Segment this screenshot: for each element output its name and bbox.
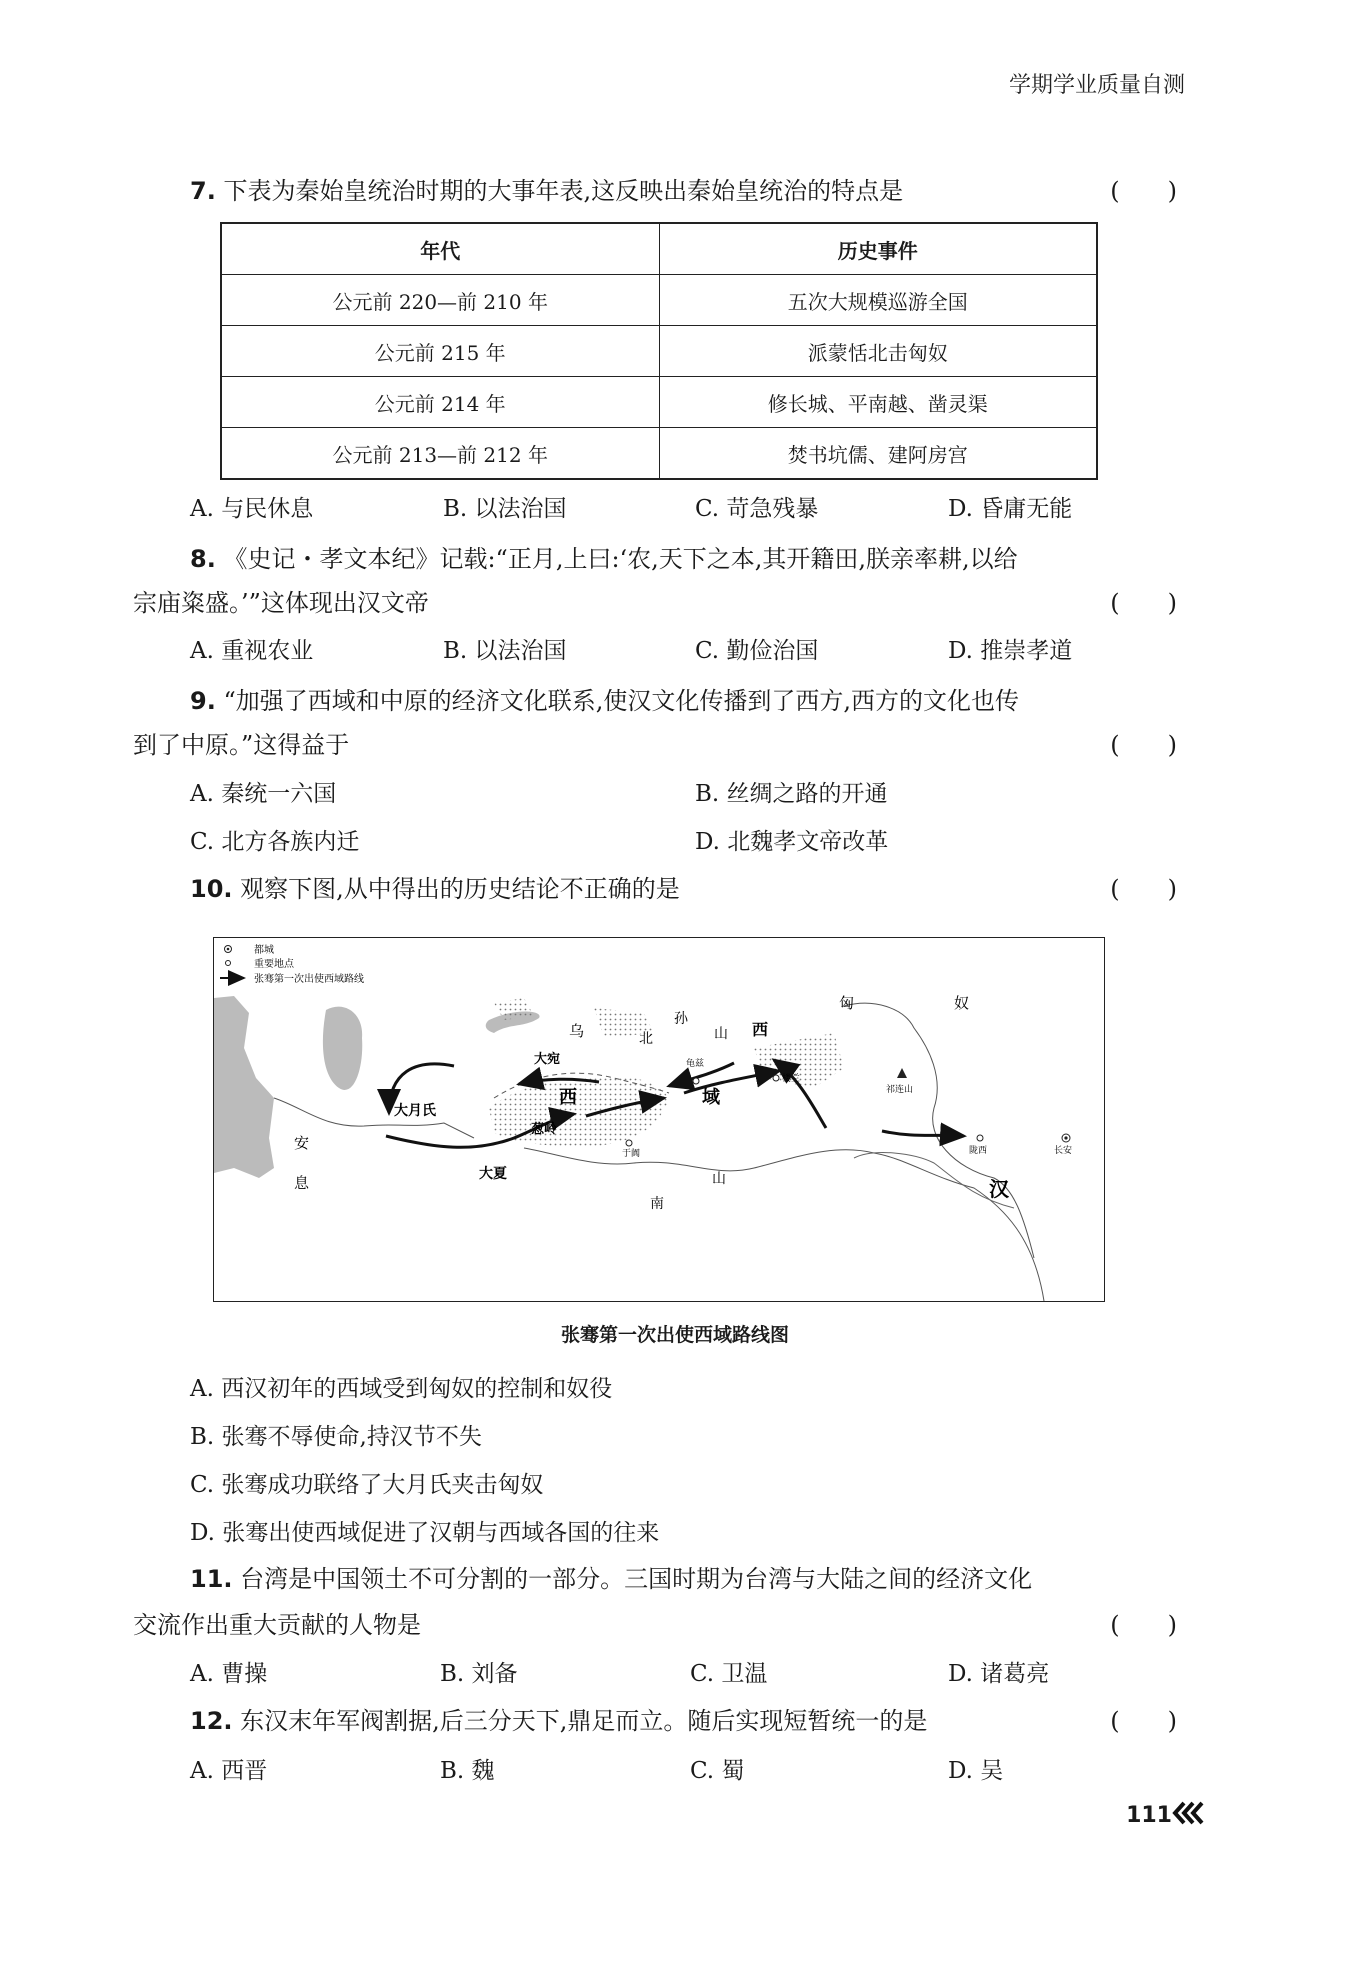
question-text: “加强了西域和中原的经济文化联系,使汉文化传播到了西方,西方的文化也传 [223, 687, 1019, 715]
question-7-stem [190, 168, 1185, 214]
legend-capital: 都城 [254, 945, 274, 956]
answer-blank: ( ) [1110, 731, 1177, 759]
label-qilianshan: 祁连山 [886, 1085, 914, 1095]
label-yutian: 于阗 [622, 1149, 641, 1159]
legend-route: 张骞第一次出使西域路线 [254, 974, 364, 985]
question-number: 12. [190, 1707, 233, 1735]
question-text: 《史记・孝文本纪》记载:“正月,上曰:‘农,天下之本,其开籍田,朕亲率耕,以给 [223, 545, 1018, 573]
border-line [524, 1148, 1044, 1301]
option-c: C. 蜀 [690, 1758, 745, 1784]
option-d: D. 推崇孝道 [948, 638, 1073, 664]
option-d: D. 张骞出使西域促进了汉朝与西域各国的往来 [190, 1520, 660, 1546]
option-d: D. 北魏孝文帝改革 [695, 829, 889, 855]
option-c: C. 卫温 [690, 1661, 768, 1687]
route-arrow [882, 1131, 964, 1136]
label-anxi: 安 [294, 1134, 310, 1152]
question-text: 交流作出重大贡献的人物是 [133, 1611, 421, 1639]
answer-blank: ( ) [1110, 589, 1177, 617]
table-cell: 修长城、平南越、凿灵渠 [659, 377, 1097, 428]
label-longxi: 陇西 [969, 1146, 988, 1156]
place-legend-icon [226, 961, 231, 966]
question-text: 下表为秦始皇统治时期的大事年表,这反映出秦始皇统治的特点是 [223, 177, 904, 205]
option-b: B. 丝绸之路的开通 [695, 781, 888, 807]
label-tianshan: 山 [714, 1026, 728, 1042]
answer-blank: ( ) [1110, 177, 1177, 205]
label-wusun: 孙 [674, 1011, 688, 1027]
option-c: C. 张骞成功联络了大月氏夹击匈奴 [190, 1472, 544, 1498]
table-cell: 公元前 215 年 [221, 326, 659, 377]
question-number: 8. [190, 545, 216, 573]
chevron-left-icon [1172, 1800, 1204, 1830]
table-header: 年代 [221, 223, 659, 275]
option-c: C. 勤俭治国 [695, 638, 819, 664]
question-9-line2 [133, 722, 1185, 768]
table-row [221, 275, 1097, 326]
question-number: 7. [190, 177, 216, 205]
question-text: 到了中原。”这得益于 [133, 731, 350, 759]
option-a: A. 曹操 [190, 1661, 268, 1687]
answer-blank: ( ) [1110, 1611, 1177, 1639]
question-number: 9. [190, 687, 216, 715]
label-xiyu: 西 [752, 1020, 769, 1039]
label-wusun: 乌 [569, 1022, 585, 1040]
border-line [274, 1098, 474, 1138]
question-text: 东汉末年军阀割据,后三分天下,鼎足而立。随后实现短暂统一的是 [240, 1707, 928, 1735]
option-b: B. 魏 [440, 1758, 495, 1784]
option-b: B. 以法治国 [443, 638, 567, 664]
option-b: B. 以法治国 [443, 496, 567, 522]
option-d: D. 吴 [948, 1758, 1004, 1784]
label-xiyu: 域 [702, 1087, 720, 1108]
option-a: A. 与民休息 [190, 496, 314, 522]
table-cell: 公元前 220—前 210 年 [221, 275, 659, 326]
label-changan: 长安 [1054, 1146, 1073, 1156]
option-b: B. 张骞不辱使命,持汉节不失 [190, 1424, 482, 1450]
question-10-stem [190, 866, 1185, 912]
option-b: B. 刘备 [440, 1661, 518, 1687]
question-text: 观察下图,从中得出的历史结论不正确的是 [240, 875, 680, 903]
question-text: 台湾是中国领土不可分割的一部分。三国时期为台湾与大陆之间的经济文化 [240, 1565, 1033, 1593]
table-row [221, 428, 1097, 480]
option-d: D. 诸葛亮 [948, 1661, 1050, 1687]
page-header: 学期学业质量自测 [1008, 73, 1185, 98]
question-12-stem [190, 1698, 1185, 1744]
label-congling: 葱岭 [531, 1122, 558, 1137]
question-number: 10. [190, 875, 233, 903]
table-cell: 派蒙恬北击匈奴 [659, 326, 1097, 377]
chronology-table [220, 222, 1098, 480]
table-header-row [221, 223, 1097, 275]
option-c: C. 苛急残暴 [695, 496, 819, 522]
question-11-line1 [190, 1556, 1185, 1602]
answer-blank: ( ) [1110, 1707, 1177, 1735]
label-loulan: 楼兰 [782, 1074, 801, 1084]
table-cell: 焚书坑儒、建阿房宫 [659, 428, 1097, 480]
question-8-line1 [190, 536, 1185, 582]
table-header: 历史事件 [659, 223, 1097, 275]
mountain-icon [897, 1068, 907, 1078]
label-dayuan: 大宛 [534, 1052, 561, 1067]
option-a: A. 西晋 [190, 1758, 268, 1784]
label-nanshan: 山 [712, 1171, 726, 1187]
option-a: A. 西汉初年的西域受到匈奴的控制和奴役 [190, 1376, 613, 1402]
table-cell: 公元前 214 年 [221, 377, 659, 428]
answer-blank: ( ) [1110, 875, 1177, 903]
aral-sea [323, 1007, 362, 1090]
map-svg [214, 938, 1104, 1301]
page-number: 111 [1126, 1803, 1172, 1828]
question-11-line2 [133, 1602, 1185, 1648]
coastline [844, 1003, 1034, 1258]
question-text: 宗庙粢盛。’”这体现出汉文帝 [133, 589, 429, 617]
map-caption: 张骞第一次出使西域路线图 [560, 1324, 789, 1346]
label-xiongnu: 奴 [954, 994, 970, 1012]
option-c: C. 北方各族内迁 [190, 829, 360, 855]
qiuci-marker [693, 1078, 699, 1084]
label-tianshan: 北 [639, 1031, 653, 1047]
yutian-marker [626, 1140, 632, 1146]
question-number: 11. [190, 1565, 233, 1593]
label-han: 汉 [989, 1177, 1009, 1201]
caspian-sea [214, 996, 274, 1178]
legend-place: 重要地点 [254, 959, 294, 970]
table-row [221, 377, 1097, 428]
table-cell: 五次大规模巡游全国 [659, 275, 1097, 326]
label-xiyu: 西 [559, 1087, 577, 1108]
route-map [213, 937, 1105, 1302]
table-row [221, 326, 1097, 377]
label-nanshan: 南 [650, 1196, 664, 1212]
longxi-marker [977, 1135, 983, 1141]
label-daxia: 大夏 [479, 1166, 507, 1182]
question-9-line1 [190, 678, 1185, 724]
table-cell: 公元前 213—前 212 年 [221, 428, 659, 480]
option-d: D. 昏庸无能 [948, 496, 1073, 522]
label-xiongnu: 匈 [839, 994, 855, 1012]
question-8-line2 [133, 580, 1185, 626]
label-anxi: 息 [294, 1174, 310, 1192]
loulan-marker [773, 1075, 779, 1081]
option-a: A. 重视农业 [190, 638, 314, 664]
label-qiuci: 龟兹 [686, 1059, 705, 1069]
label-dayuezhi: 大月氏 [394, 1103, 436, 1119]
option-a: A. 秦统一六国 [190, 781, 337, 807]
